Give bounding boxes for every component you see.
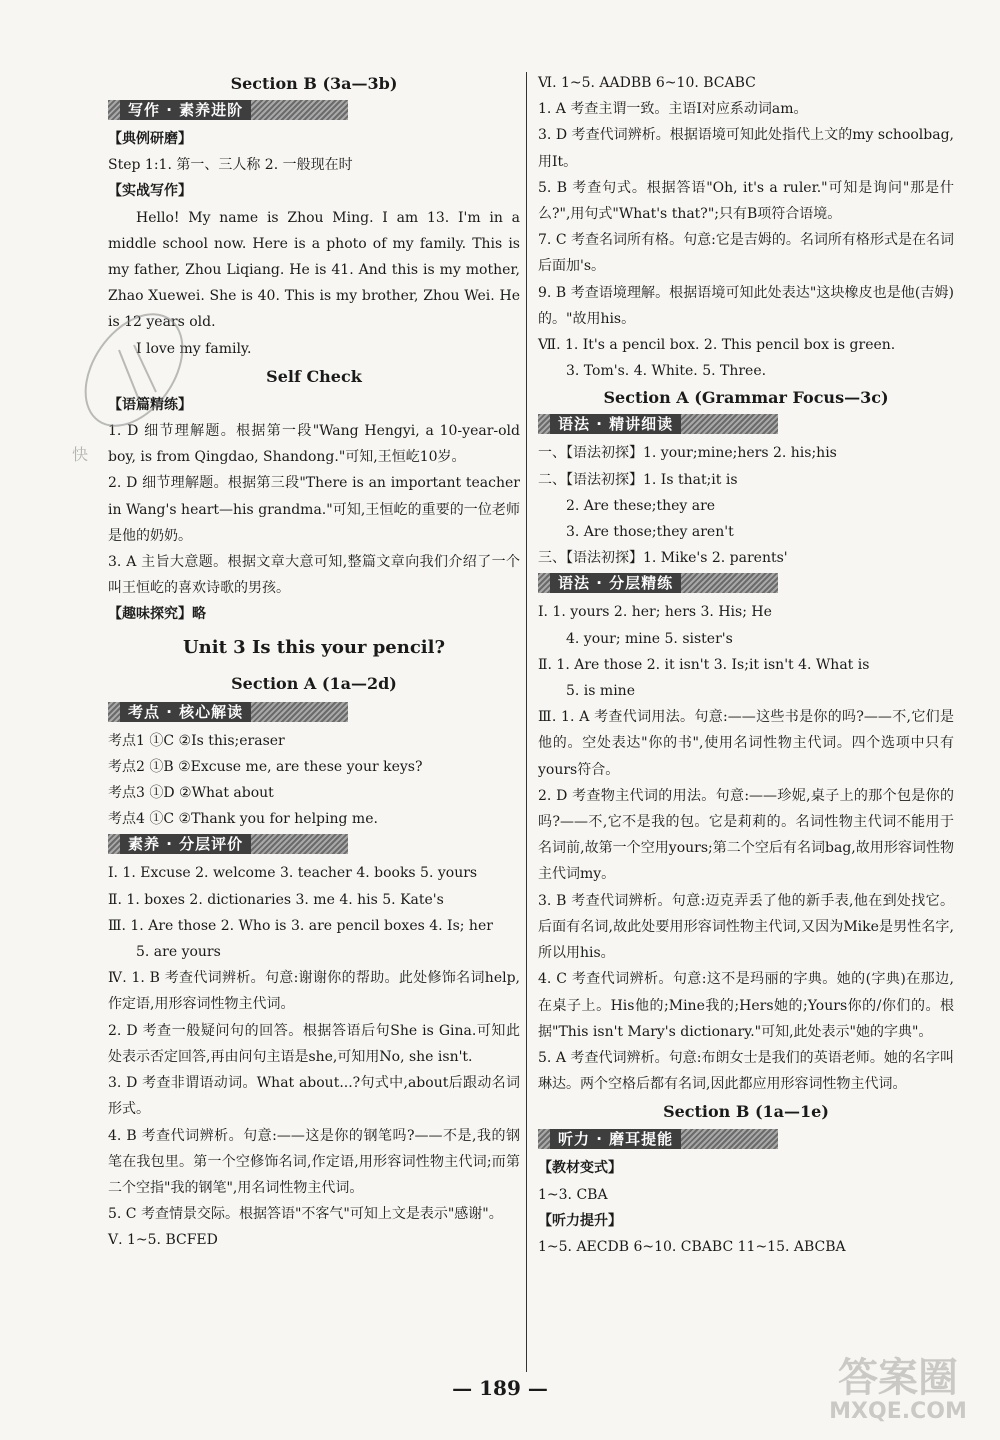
- banner-points: 考点 · 核心解读: [108, 700, 520, 724]
- grammar-3: 三、【语法初探】1. Mike's 2. parents': [538, 550, 788, 567]
- right-column: [538, 70, 954, 1260]
- page-number: — 189 —: [452, 1376, 548, 1400]
- answer-7: 7. C 考查名词所有格。句意:它是吉姆的。名词所有格形式是在名词后面加's。: [538, 232, 954, 275]
- section-title: Section A (Grammar Focus—3c): [603, 388, 889, 408]
- point-1: 考点1 ①C ②Is this;eraser: [108, 732, 285, 749]
- question-5: 5. C 考查情景交际。根据答语"不客气"可知上文是表示"感谢"。: [108, 1206, 503, 1223]
- point-4: 考点4 ①C ②Thank you for helping me.: [108, 811, 378, 828]
- mc-4: 4. C 考查代词辨析。句意:这不是玛丽的字典。她的(字典)在那边,在桌子上。His他的;Mine我的;Hers她的;Yours你的/你们的。根据"This isn't Mary's dictionary."可知,此处表示"她的字典"。: [538, 971, 954, 1040]
- question-1: Ⅳ. 1. B 考查代词辨析。句意:谢谢你的帮助。此处修饰名词help,作定语,用形容词性物主代词。: [108, 970, 520, 1013]
- layer-2b: 5. is mine: [566, 683, 635, 700]
- step-line: Step 1:1. 第一、三人称 2. 一般现在时: [108, 157, 353, 174]
- banner-layer: 语法 · 分层精练: [538, 571, 954, 595]
- essay-end: I love my family.: [136, 340, 252, 357]
- reading-answer-1: 1. D 细节理解题。根据第一段"Wang Hengyi, a 10-year-old boy, is from Qingdao, Shandong."可知,王恒屹10岁。: [108, 423, 520, 466]
- essay-paragraph: Hello! My name is Zhou Ming. I am 13. I'm in a middle school now. Here is a photo of my family. This is my father, Zhou Liqiang. He is 41. And this is my mother, Zhao Xuewei. She is 40. This is my brother, Zhou Wei. He is 12 years old.: [108, 209, 520, 331]
- question-2: 2. D 考查一般疑问句的回答。根据答语后句She is Gina.可知此处表示否定回答,再由问句主语是she,可知用No, she isn't.: [108, 1022, 520, 1065]
- tag-reading: 【语篇精练】: [108, 396, 192, 413]
- question-3: 3. D 考查非谓语动词。What about...?句式中,about后跟动名词形式。: [108, 1075, 520, 1118]
- svg-text:快: 快: [72, 445, 89, 464]
- pencil-scribble-icon: [64, 300, 214, 470]
- reading-answer-3: 3. A 主旨大意题。根据文章大意可知,整篇文章向我们介绍了一个叫王恒屹的喜欢诗歌的男孩。: [108, 554, 520, 597]
- eval-1: Ⅰ. 1. Excuse 2. welcome 3. teacher 4. books 5. yours: [108, 865, 478, 882]
- banner-listen: 听力 · 磨耳提能: [538, 1127, 954, 1151]
- grammar-2c: 3. Are those;they aren't: [566, 524, 734, 541]
- column-divider: [526, 72, 527, 1372]
- mc-3: 3. B 考查代词辨析。句意:迈克弄丢了他的新手表,他在到处找它。后面有名词,故此处要用形容词性物主代词,又因为Mike是男性名字,所以用his。: [538, 892, 954, 962]
- answer-3: 3. D 考查代词辨析。根据语境可知此处指代上文的my schoolbag,用It。: [538, 127, 954, 170]
- grammar-2: 二、【语法初探】1. Is that;it is: [538, 471, 738, 488]
- layer-1b: 4. your; mine 5. sister's: [566, 630, 733, 647]
- point-2: 考点2 ①B ②Excuse me, are these your keys?: [108, 758, 423, 775]
- listening-answers: 1~5. AECDB 6~10. CBABC 11~15. ABCBA: [538, 1238, 846, 1255]
- mc-1: Ⅲ. 1. A 考查代词用法。句意:——这些书是你的吗?——不,它们是他的。空处表达"你的书",使用名词性物主代词。四个选项中只有yours符合。: [538, 709, 954, 778]
- banner-writing: 写作 · 素养进阶: [108, 98, 520, 122]
- grammar-2b: 2. Are these;they are: [566, 497, 716, 514]
- section-title: Section B (1a—1e): [663, 1102, 829, 1122]
- textbook-answers: 1~3. CBA: [538, 1186, 608, 1203]
- section-vi: Ⅵ. 1~5. AADBB 6~10. BCABC: [538, 75, 756, 91]
- point-3: 考点3 ①D ②What about: [108, 785, 274, 802]
- banner-grammar: 语法 · 精讲细读: [538, 412, 954, 436]
- self-check-title: Self Check: [266, 366, 362, 386]
- tag-example: 【典例研磨】: [108, 131, 192, 147]
- mc-2: 2. D 考查物主代词的用法。句意:——珍妮,桌子上的那个包是你的吗?——不,它不是我的包。它是莉莉的。名词性物主代词不能用于名词前,故第一个空用yours;第二个空后有名词bag,故用形容词性物主代词my。: [538, 787, 954, 883]
- watermark-logo: 答案圈 MXQE.COM: [829, 1355, 967, 1424]
- section-vii-b: 3. Tom's. 4. White. 5. Three.: [566, 363, 767, 380]
- left-column: [108, 70, 520, 1254]
- answer-5: 5. B 考查句式。根据答语"Oh, it's a ruler."可知是询问"那是什么?",用句式"What's that?";只有B项符合语境。: [538, 179, 954, 223]
- mc-5: 5. A 考查代词辨析。句意:布朗女士是我们的英语老师。她的名字叫琳达。两个空格后都有名词,因此都应用形容词性物主代词。: [538, 1049, 954, 1093]
- section-v: Ⅴ. 1~5. BCFED: [108, 1232, 218, 1249]
- answer-1: 1. A 考查主谓一致。主语I对应系动词am。: [538, 101, 808, 118]
- banner-eval: 素养 · 分层评价: [108, 832, 520, 856]
- tag-textbook: 【教材变式】: [538, 1160, 622, 1177]
- tag-fun: 【趣味探究】略: [108, 606, 206, 623]
- section-title: Section A (1a—2d): [231, 673, 397, 693]
- tag-listening: 【听力提升】: [538, 1212, 622, 1229]
- question-4: 4. B 考查代词辨析。句意:——这是你的钢笔吗?——不是,我的钢笔在我包里。第一个空修饰名词,作定语,用形容词性物主代词;而第二个空指"我的钢笔",用名词性物主代词。: [108, 1127, 520, 1196]
- eval-3: Ⅲ. 1. Are those 2. Who is 3. are pencil boxes 4. Is; her: [108, 917, 493, 934]
- answer-9: 9. B 考查语境理解。根据语境可知此处表达"这块橡皮也是他(吉姆)的。"故用his。: [538, 284, 954, 327]
- eval-2: Ⅱ. 1. boxes 2. dictionaries 3. me 4. his 5. Kate's: [108, 891, 444, 908]
- layer-1: Ⅰ. 1. yours 2. her; hers 3. His; He: [538, 604, 772, 621]
- tag-practice: 【实战写作】: [108, 183, 192, 200]
- section-vii: Ⅶ. 1. It's a pencil box. 2. This pencil box is green.: [538, 337, 896, 354]
- eval-3b: 5. are yours: [136, 944, 221, 961]
- layer-2: Ⅱ. 1. Are those 2. it isn't 3. Is;it isn't 4. What is: [538, 656, 870, 673]
- unit-title: Unit 3 Is this your pencil?: [182, 636, 446, 658]
- grammar-1: 一、【语法初探】1. your;mine;hers 2. his;his: [538, 445, 837, 462]
- reading-answer-2: 2. D 细节理解题。根据第三段"There is an important teacher in Wang's heart—his grandma."可知,王恒屹的重要的一位老师是他的奶奶。: [108, 475, 520, 544]
- section-title: Section B (3a—3b): [230, 74, 398, 93]
